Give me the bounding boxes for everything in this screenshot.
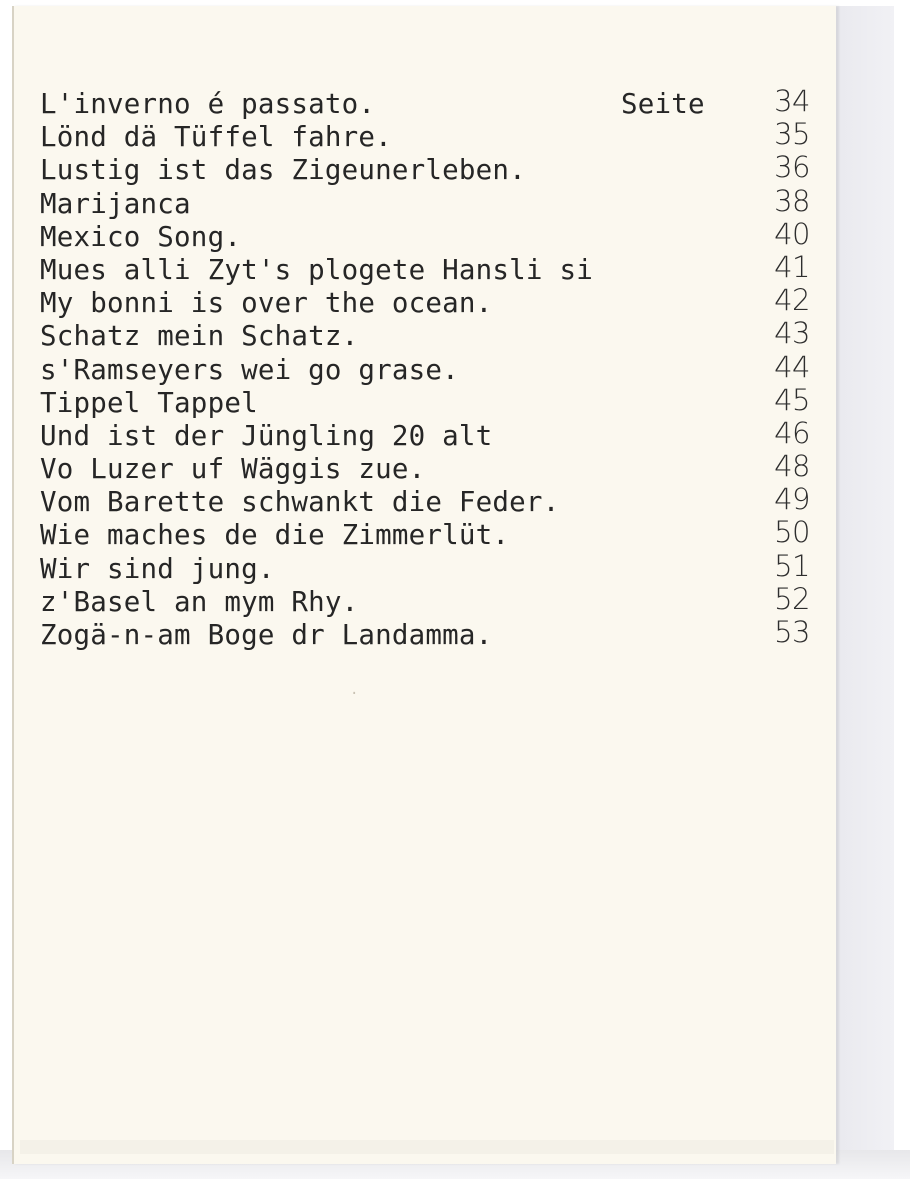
toc-entry-title: Lustig ist das Zigeunerleben. xyxy=(40,154,526,187)
toc-entry xyxy=(40,117,810,154)
table-of-contents xyxy=(40,84,810,652)
toc-entry-title: Und ist der Jüngling 20 alt xyxy=(40,419,493,452)
toc-entry-page-number: 53 xyxy=(774,615,810,649)
toc-entry-page-number: 48 xyxy=(774,449,810,484)
toc-entry-page-number: 45 xyxy=(774,382,810,417)
scan-background-right xyxy=(834,6,894,1164)
toc-entry xyxy=(40,615,810,652)
toc-entry-page-number: 46 xyxy=(774,415,810,450)
toc-entry xyxy=(40,283,810,320)
seite-label: Seite xyxy=(621,88,705,120)
toc-entry-title: Mexico Song. xyxy=(40,220,242,253)
toc-entry-page-number: 36 xyxy=(774,150,810,185)
toc-entry-title: Vo Luzer uf Wäggis zue. xyxy=(40,453,426,486)
toc-entry-title: Mues alli Zyt's plogete Hansli si xyxy=(40,253,593,286)
toc-entry-page-number: 52 xyxy=(774,581,810,616)
toc-entry-title: Zogä-n-am Boge dr Landamma. xyxy=(40,619,493,651)
toc-entry xyxy=(40,449,810,486)
toc-entry-title: z'Basel an mym Rhy. xyxy=(40,585,359,618)
toc-entry xyxy=(40,548,810,586)
toc-entry-page-number: 51 xyxy=(774,548,810,583)
toc-entry-title: Tippel Tappel xyxy=(40,386,258,419)
toc-entry xyxy=(40,515,810,552)
toc-entry-page-number: 42 xyxy=(774,283,810,318)
toc-entry-page-number: 49 xyxy=(774,482,810,517)
toc-entry-page-number: 34 xyxy=(774,84,810,118)
toc-entry xyxy=(40,316,810,353)
toc-entry-title: My bonni is over the ocean. xyxy=(40,287,493,320)
toc-entry-title: Wir sind jung. xyxy=(40,552,275,585)
toc-entry xyxy=(40,382,810,420)
toc-entry-title: Lönd dä Tüffel fahre. xyxy=(40,121,392,154)
toc-entry xyxy=(40,150,810,187)
toc-entry xyxy=(40,415,810,453)
toc-entry xyxy=(40,84,810,121)
toc-entry-page-number: 38 xyxy=(774,183,810,218)
toc-entry-title: s'Ramseyers wei go grase. xyxy=(40,353,459,386)
toc-entry-title: Schatz mein Schatz. xyxy=(40,320,359,353)
toc-entry-page-number: 44 xyxy=(774,349,810,384)
paper-speck: · xyxy=(350,686,359,702)
toc-entry xyxy=(40,216,810,254)
toc-entry-page-number: 43 xyxy=(774,316,810,351)
toc-entry-page-number: 41 xyxy=(774,249,810,284)
toc-entry xyxy=(40,183,810,221)
toc-entry xyxy=(40,482,810,519)
toc-entry-title: Wie maches de die Zimmerlüt. xyxy=(40,519,510,552)
page-bottom-edge xyxy=(20,1140,834,1154)
toc-entry-page-number: 35 xyxy=(774,117,810,152)
toc-entry xyxy=(40,249,810,287)
toc-entry-title: L'inverno é passato. xyxy=(40,88,376,120)
toc-entry-page-number: 50 xyxy=(774,515,810,550)
toc-entry-page-number: 40 xyxy=(774,216,810,251)
toc-entry xyxy=(40,581,810,619)
toc-entry-title: Vom Barette schwankt die Feder. xyxy=(40,486,560,519)
toc-entry-title: Marijanca xyxy=(40,187,191,220)
toc-entry xyxy=(40,349,810,387)
